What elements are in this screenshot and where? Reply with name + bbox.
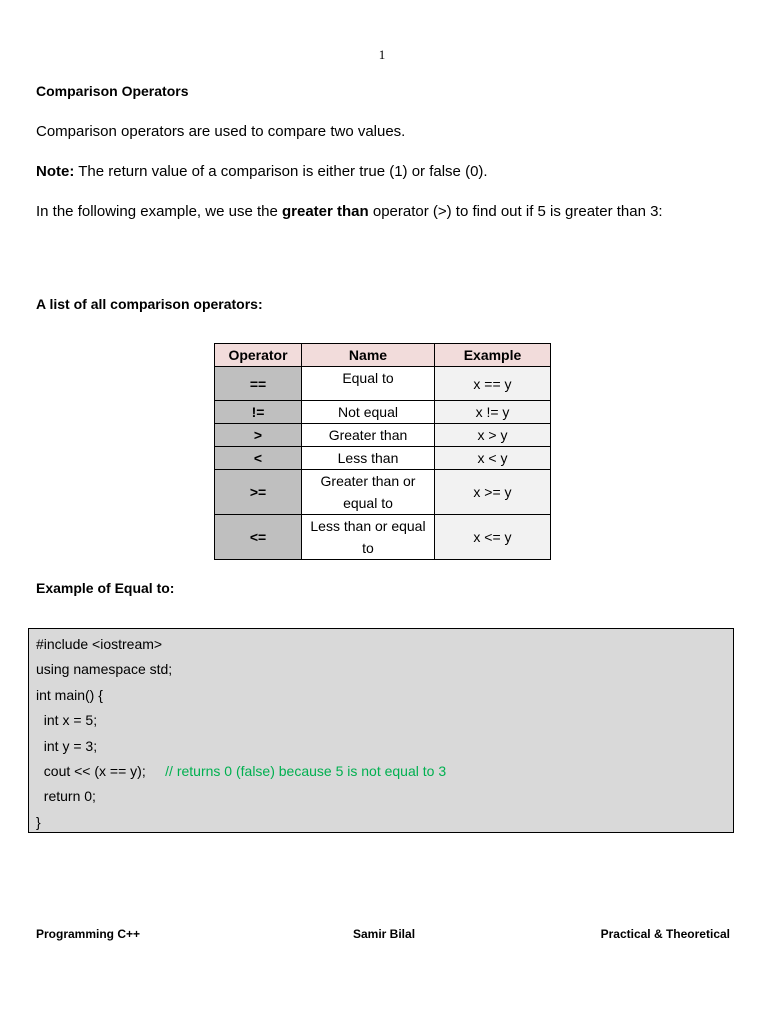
- note-label: Note:: [36, 163, 75, 180]
- operator-cell: ==: [215, 367, 302, 401]
- table-row: [215, 367, 551, 401]
- example-text-bold: greater than: [281, 203, 369, 220]
- example-cell: x < y: [435, 447, 551, 470]
- code-line: int x = 5;: [36, 712, 98, 729]
- note-paragraph: [36, 163, 488, 180]
- code-line: }: [36, 813, 41, 830]
- table-row: [215, 401, 551, 424]
- operators-table: [214, 343, 551, 560]
- header-name: Name: [302, 344, 435, 367]
- code-line: int main() {: [36, 686, 103, 703]
- code-line: int y = 3;: [36, 737, 98, 754]
- name-cell: Not equal: [302, 401, 435, 424]
- example-cell: x != y: [435, 401, 551, 424]
- page-number: 1: [378, 47, 386, 62]
- name-cell: Less than: [302, 447, 435, 470]
- table-row: [215, 424, 551, 447]
- example-cell: x > y: [435, 424, 551, 447]
- name-cell: Greater than or equal to: [302, 470, 435, 515]
- code-line-with-comment: [36, 759, 733, 784]
- operator-cell: <=: [215, 515, 302, 560]
- code-statement: cout << (x == y);: [36, 762, 166, 779]
- operator-cell: !=: [215, 401, 302, 424]
- name-cell: Equal to: [302, 367, 435, 401]
- name-cell: Less than or equal to: [302, 515, 435, 560]
- table-row: [215, 470, 551, 515]
- example-paragraph: [36, 203, 663, 220]
- footer-left: Programming C++: [36, 927, 141, 941]
- operator-cell: >=: [215, 470, 302, 515]
- footer-center: Samir Bilal: [353, 927, 416, 941]
- operator-cell: <: [215, 447, 302, 470]
- footer-right: Practical & Theoretical: [600, 927, 730, 941]
- example-heading: Example of Equal to:: [36, 580, 175, 596]
- intro-paragraph: Comparison operators are used to compare two values.: [36, 123, 406, 140]
- example-text-post: operator (>) to find out if 5 is greater than 3:: [368, 203, 663, 220]
- code-line: return 0;: [36, 788, 96, 805]
- header-operator: Operator: [215, 344, 302, 367]
- example-cell: x == y: [435, 367, 551, 401]
- code-line: #include <iostream>: [36, 636, 163, 652]
- note-text: The return value of a comparison is either true (1) or false (0).: [74, 163, 488, 180]
- example-cell: x <= y: [435, 515, 551, 560]
- code-comment: // returns 0 (false) because 5 is not equal to 3: [165, 762, 447, 779]
- code-block: [28, 628, 734, 833]
- code-line: using namespace std;: [36, 661, 173, 678]
- table-header-row: [215, 344, 551, 367]
- table-row: [215, 515, 551, 560]
- header-example: Example: [435, 344, 551, 367]
- list-heading: A list of all comparison operators:: [36, 296, 263, 312]
- section-heading: Comparison Operators: [36, 83, 189, 99]
- operator-cell: >: [215, 424, 302, 447]
- table-row: [215, 447, 551, 470]
- example-text-pre: In the following example, we use the: [36, 203, 282, 220]
- name-cell: Greater than: [302, 424, 435, 447]
- example-cell: x >= y: [435, 470, 551, 515]
